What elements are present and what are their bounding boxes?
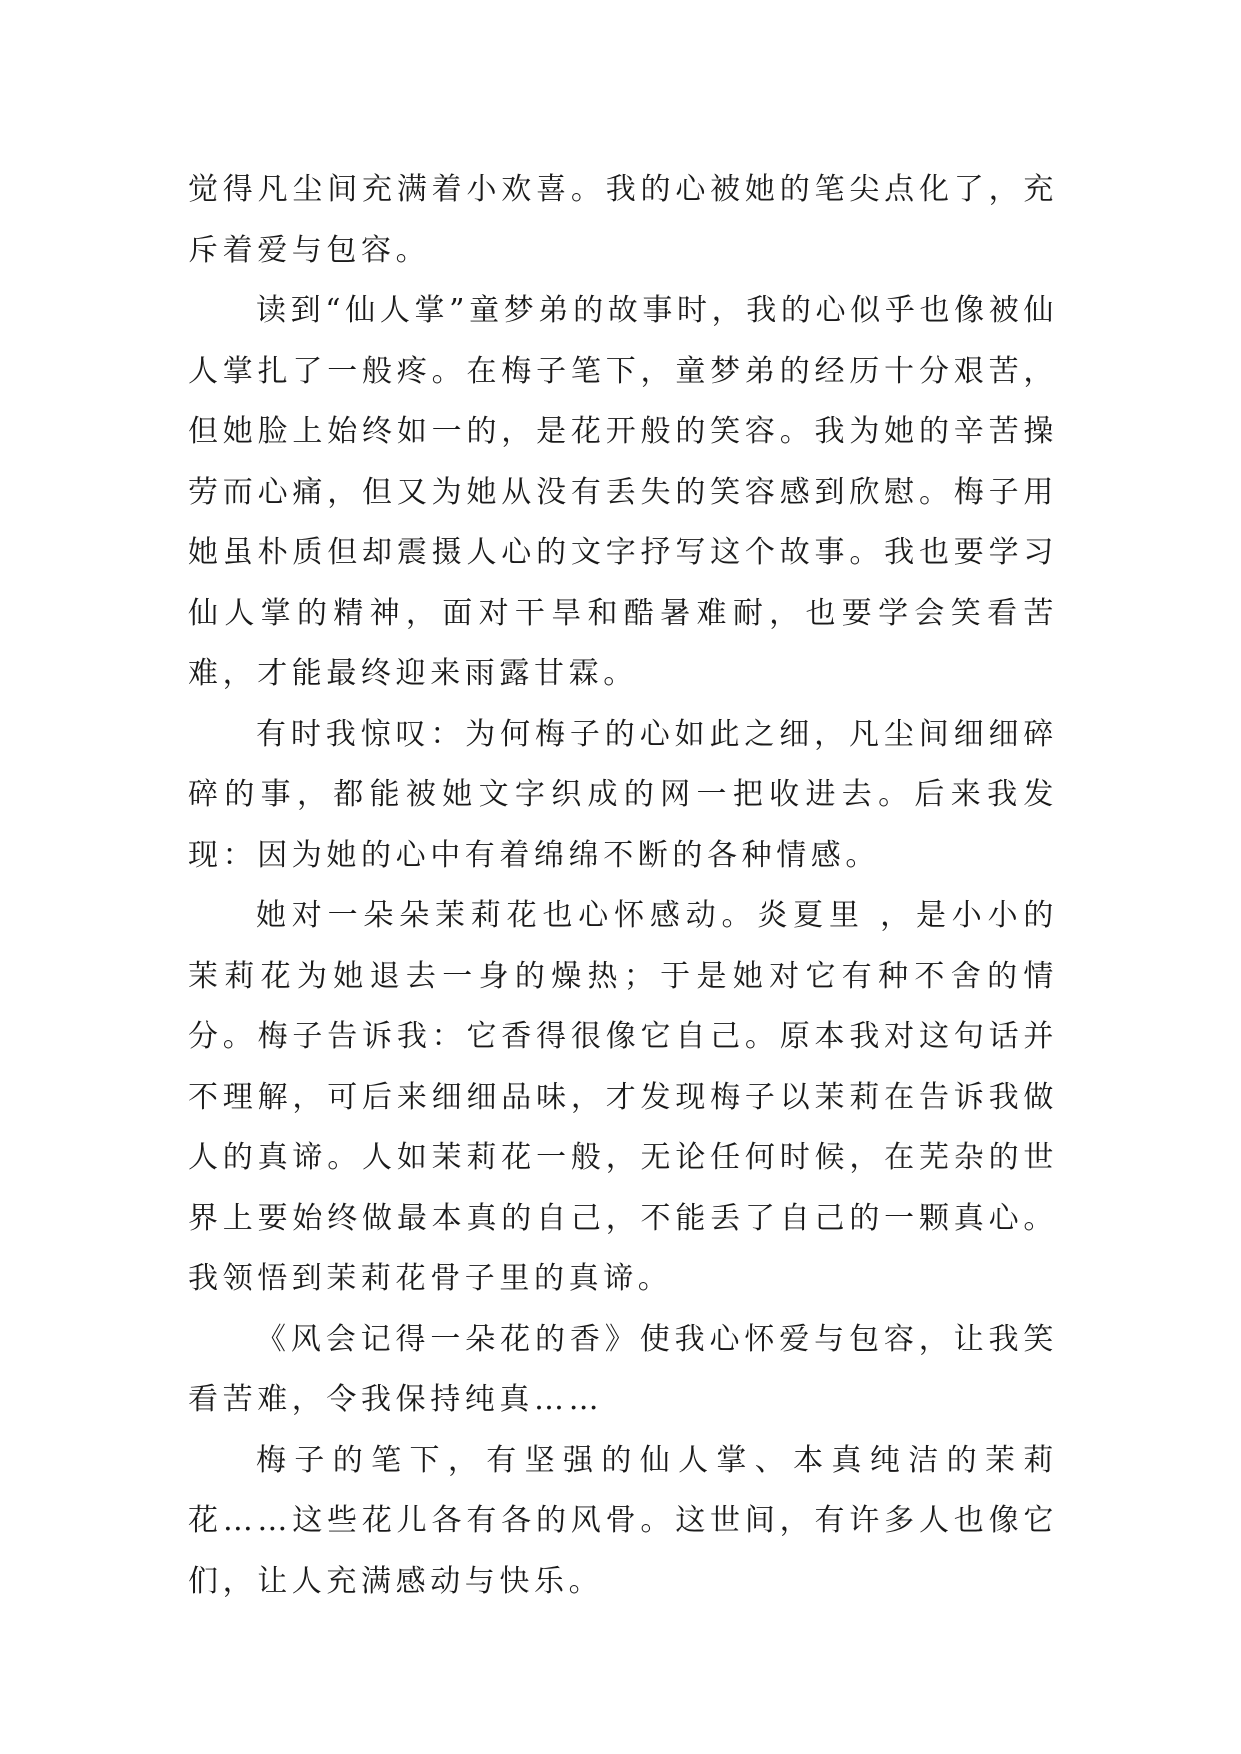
paragraph-6: 梅子的笔下，有坚强的仙人掌、本真纯洁的茉莉花……这些花儿各有各的风骨。这世间，有许多人也像它们，让人充满感动与快乐。	[188, 1442, 1058, 1599]
paragraph-3: 有时我惊叹：为何梅子的心如此之细，凡尘间细细碎碎的事，都能被她文字织成的网一把收进去。后来我发现：因为她的心中有着绵绵不断的各种情感。	[188, 716, 1058, 873]
paragraph-4: 她对一朵朵茉莉花也心怀感动。炎夏里 ，是小小的茉莉花为她退去一身的燥热；于是她对它有种不舍的情分。梅子告诉我：它香得很像它自己。原本我对这句话并不理解，可后来细细品味，才发现梅子以茉莉在告诉我做人的真谛。人如茉莉花一般，无论任何时候，在芜杂的世界上要始终做最本真的自己，不能丢了自己的一颗真心。我领悟到茉莉花骨子里的真谛。	[188, 898, 1058, 1296]
paragraph-5: 《风会记得一朵花的香》使我心怀爱与包容，让我笑看苦难，令我保持纯真……	[188, 1321, 1058, 1417]
paragraph-1: 觉得凡尘间充满着小欢喜。我的心被她的笔尖点化了，充斥着爱与包容。	[188, 172, 1058, 268]
body-text	[188, 160, 1058, 1612]
paragraph-2: 读到“仙人掌”童梦弟的故事时，我的心似乎也像被仙人掌扎了一般疼。在梅子笔下，童梦弟的经历十分艰苦，但她脸上始终如一的，是花开般的笑容。我为她的辛苦操劳而心痛，但又为她从没有丢失的笑容感到欣慰。梅子用她虽朴质但却震摄人心的文字抒写这个故事。我也要学习仙人掌的精神，面对干旱和酷暑难耐，也要学会笑看苦难，才能最终迎来雨露甘霖。	[188, 293, 1058, 691]
